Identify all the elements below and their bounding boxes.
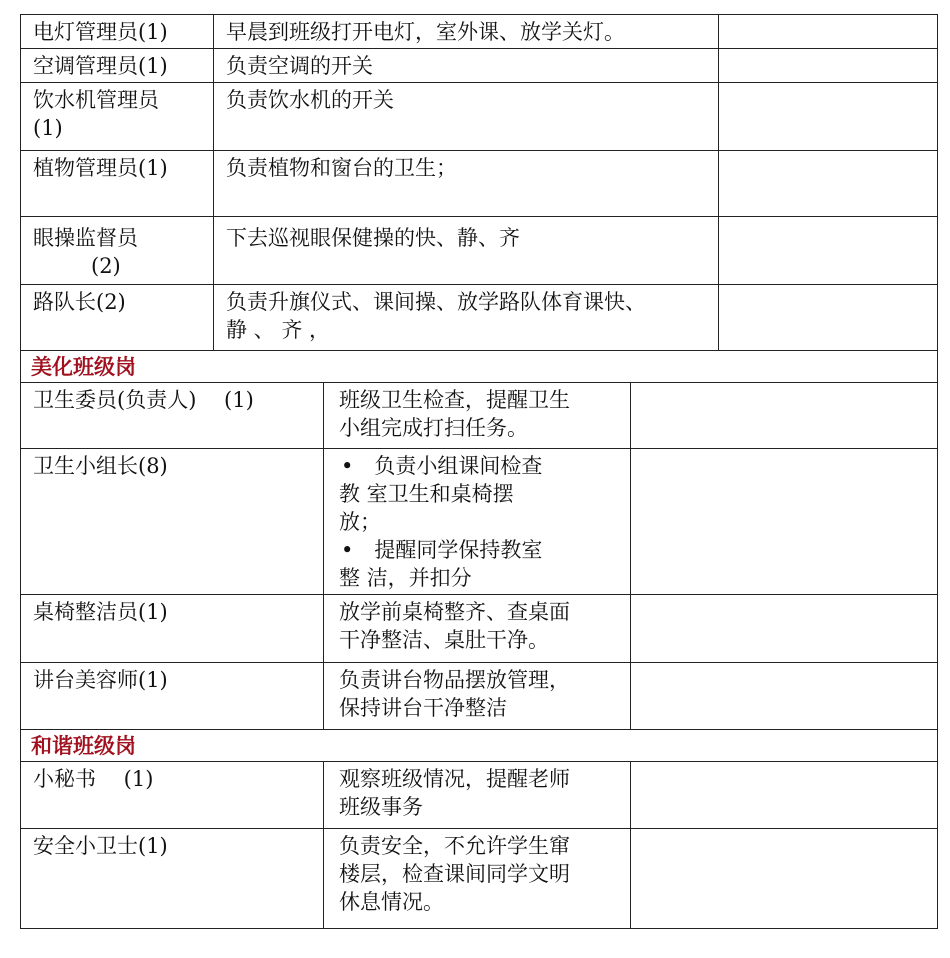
duty-cell: 负责升旗仪式、课间操、放学路队体育课快、 静 、 齐 ， bbox=[214, 285, 719, 350]
duty-cell: 观察班级情况，提醒老师 班级事务 bbox=[324, 762, 631, 828]
role-cell: 饮水机管理员 (1) bbox=[21, 83, 214, 150]
table-row bbox=[21, 662, 937, 729]
blank-cell bbox=[719, 15, 937, 48]
role-cell: 眼操监督员 (2) bbox=[21, 217, 214, 284]
duty-cell: 早晨到班级打开电灯，室外课、放学关灯。 bbox=[214, 15, 719, 48]
section-header-harmony bbox=[21, 729, 937, 761]
duty-cell: 负责安全，不允许学生窜 楼层，检查课间同学文明 休息情况。 bbox=[324, 829, 631, 928]
blank-cell bbox=[719, 217, 937, 284]
duty-cell: 负责空调的开关 bbox=[214, 49, 719, 82]
blank-cell bbox=[719, 285, 937, 350]
table-row bbox=[21, 828, 937, 928]
role-cell: 小秘书 (1) bbox=[21, 762, 324, 828]
role-cell: 卫生委员(负责人) (1) bbox=[21, 383, 324, 448]
duty-cell: 放学前桌椅整齐、查桌面 干净整洁、桌肚干净。 bbox=[324, 595, 631, 662]
section-header-beautify bbox=[21, 350, 937, 382]
blank-cell bbox=[631, 383, 937, 448]
blank-cell bbox=[719, 49, 937, 82]
duty-cell: 负责饮水机的开关 bbox=[214, 83, 719, 150]
table-row bbox=[21, 594, 937, 662]
duty-cell: 班级卫生检查，提醒卫生 小组完成打扫任务。 bbox=[324, 383, 631, 448]
role-cell: 卫生小组长(8) bbox=[21, 449, 324, 594]
blank-cell bbox=[631, 762, 937, 828]
table-row bbox=[21, 14, 937, 48]
blank-cell bbox=[719, 151, 937, 216]
blank-cell bbox=[719, 83, 937, 150]
table-row bbox=[21, 48, 937, 82]
table-row bbox=[21, 82, 937, 150]
role-cell: 路队长(2) bbox=[21, 285, 214, 350]
role-cell: 空调管理员(1) bbox=[21, 49, 214, 82]
section-title: 和谐班级岗 bbox=[31, 734, 136, 758]
role-cell: 电灯管理员(1) bbox=[21, 15, 214, 48]
table-row bbox=[21, 382, 937, 448]
role-cell: 植物管理员(1) bbox=[21, 151, 214, 216]
role-cell: 桌椅整洁员(1) bbox=[21, 595, 324, 662]
table-row bbox=[21, 448, 937, 594]
duty-cell: 负责讲台物品摆放管理， 保持讲台干净整洁 bbox=[324, 663, 631, 729]
role-cell: 讲台美容师(1) bbox=[21, 663, 324, 729]
duty-cell: 下去巡视眼保健操的快、静、齐 bbox=[214, 217, 719, 284]
role-cell: 安全小卫士(1) bbox=[21, 829, 324, 928]
blank-cell bbox=[631, 449, 937, 594]
duty-cell: 负责植物和窗台的卫生； bbox=[214, 151, 719, 216]
table-row bbox=[21, 216, 937, 284]
blank-cell bbox=[631, 829, 937, 928]
table-row bbox=[21, 761, 937, 828]
table-row bbox=[21, 150, 937, 216]
section-title: 美化班级岗 bbox=[31, 355, 136, 379]
duty-cell: • 负责小组课间检查 教 室卫生和桌椅摆 放； • 提醒同学保持教室 整 洁，并扣分 bbox=[324, 449, 631, 594]
blank-cell bbox=[631, 595, 937, 662]
table-row bbox=[21, 284, 937, 350]
blank-cell bbox=[631, 663, 937, 729]
duty-table bbox=[20, 14, 938, 929]
